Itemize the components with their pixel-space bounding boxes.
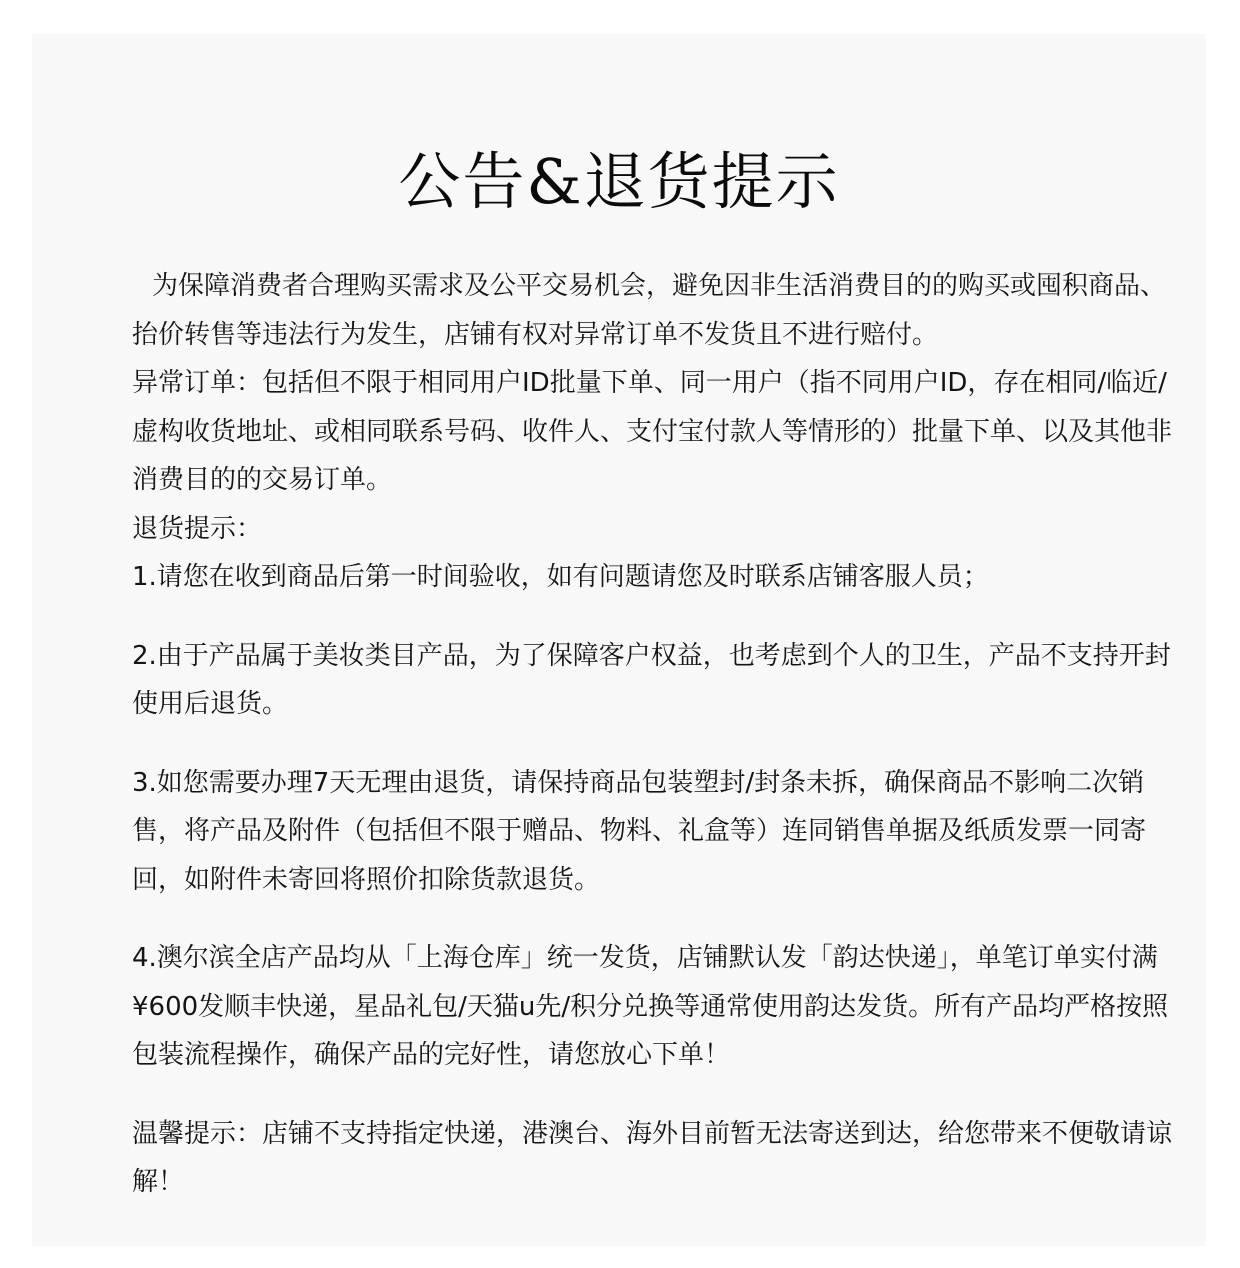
intro-paragraph: 为保障消费者合理购买需求及公平交易机会，避免因非生活消费目的的购买或囤积商品、抬价转售等违法行为发生，店铺有权对异常订单不发货且不进行赔付。 [132,271,1167,350]
warm-tip-paragraph: 温馨提示：店铺不支持指定快递，港澳台、海外目前暂无法寄送到达，给您带来不便敬请谅解！ [132,1118,1173,1197]
notice-content [132,262,1174,1207]
return-item-4: 4.澳尔滨全店产品均从「上海仓库」统一发货，店铺默认发「韵达快递」，单笔订单实付满¥600发顺丰快递，星品礼包/天猫u先/积分兑换等通常使用韵达发货。所有产品均严格按照包装流程操作，确保产品的完好性，请您放心下单！ [132,943,1169,1070]
abnormal-order-paragraph: 异常订单：包括但不限于相同用户ID批量下单、同一用户（指不同用户ID，存在相同/临近/虚构收货地址、或相同联系号码、收件人、支付宝付款人等情形的）批量下单、以及其他非消费目的的交易订单。 [132,368,1173,495]
page-title: 公告&退货提示 [398,145,840,218]
return-item-3: 3.如您需要办理7天无理由退货，请保持商品包装塑封/封条未拆，确保商品不影响二次销售，将产品及附件（包括但不限于赠品、物料、礼盒等）连同销售单据及纸质发票一同寄回，如附件未寄回将照价扣除货款退货。 [132,767,1147,895]
spacer [132,729,1174,759]
return-item-2: 2.由于产品属于美妆类目产品，为了保障客户权益，也考虑到个人的卫生，产品不支持开封使用后退货。 [132,640,1171,719]
return-heading: 退货提示： [132,513,263,544]
return-item-1: 1.请您在收到商品后第一时间验收，如有问题请您及时联系店铺客服人员； [132,562,989,592]
spacer [132,1080,1174,1110]
spacer [132,904,1174,934]
spacer [132,602,1174,632]
notice-card [32,34,1206,1246]
